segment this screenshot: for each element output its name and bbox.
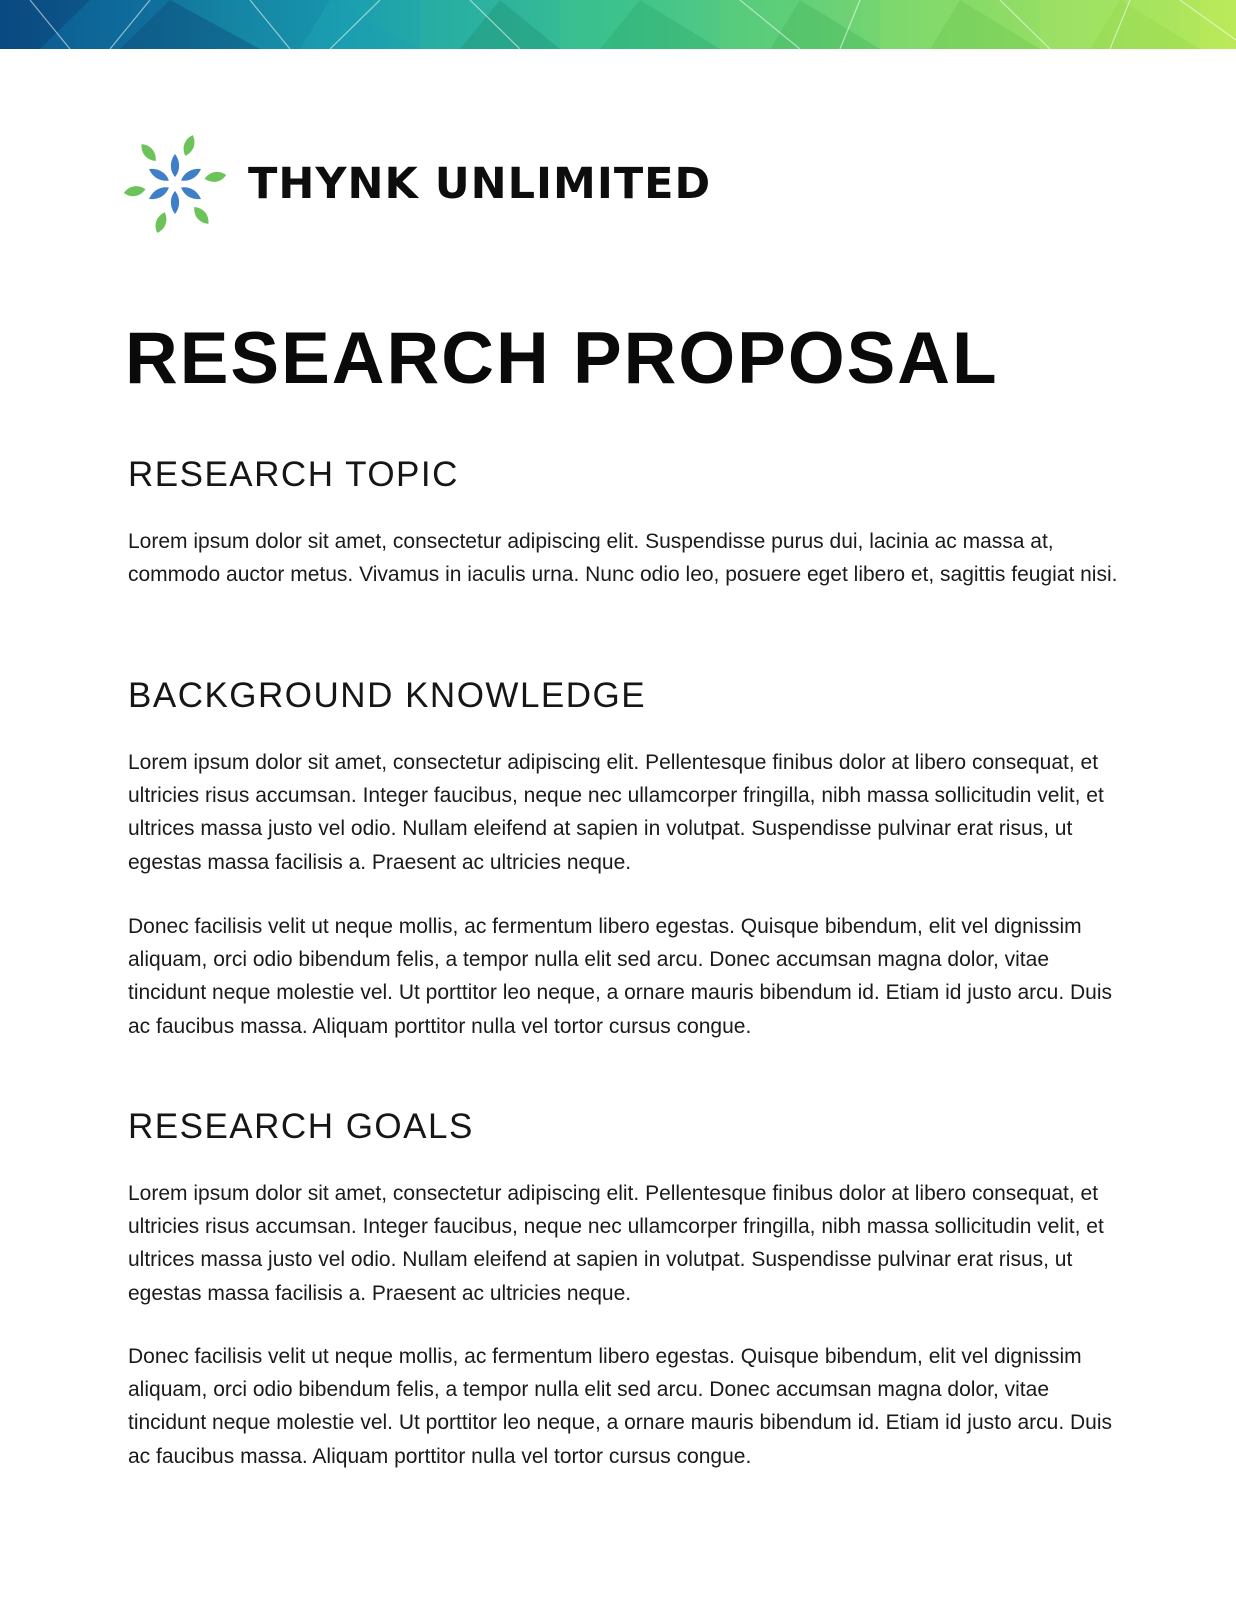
section-heading-background-knowledge: BACKGROUND KNOWLEDGE [128, 676, 647, 715]
leaf-pinwheel-icon [122, 131, 228, 237]
section-heading-research-goals: RESEARCH GOALS [128, 1107, 474, 1146]
section-paragraph: Lorem ipsum dolor sit amet, consectetur adipiscing elit. Suspendisse purus dui, lacinia ac massa at, commodo auctor metus. Vivamus in iaculis urna. Nunc odio leo, posuere eget libero et, sagittis feugiat nisi. [128, 530, 1118, 587]
section-paragraph: Lorem ipsum dolor sit amet, consectetur adipiscing elit. Pellentesque finibus dolor at libero consequat, et ultricies risus accumsan. Integer faucibus, neque nec ullamcorper fringilla, nibh massa sollicitudin velit, et ultrices massa justo vel odio. Nullam eleifend at sapien in volutpat. Suspendisse pulvinar erat risus, ut egestas massa facilisis a. Praesent ac ultricies neque. [128, 751, 1104, 874]
section-paragraph: Lorem ipsum dolor sit amet, consectetur adipiscing elit. Pellentesque finibus dolor at libero consequat, et ultricies risus accumsan. Integer faucibus, neque nec ullamcorper fringilla, nibh massa sollicitudin velit, et ultrices massa justo vel odio. Nullam eleifend at sapien in volutpat. Suspendisse pulvinar erat risus, ut egestas massa facilisis a. Praesent ac ultricies neque. [128, 1182, 1104, 1305]
document-title: RESEARCH PROPOSAL [125, 318, 999, 399]
header-banner [0, 0, 1236, 49]
geometric-banner-graphic [0, 0, 1236, 49]
section-paragraph: Donec facilisis velit ut neque mollis, ac fermentum libero egestas. Quisque bibendum, elit vel dignissim aliquam, orci odio bibendum felis, a tempor nulla elit sed arcu. Donec accumsan magna dolor, vitae tincidunt neque molestie vel. Ut porttitor leo neque, a ornare mauris bibendum id. Etiam id justo arcu. Duis ac faucibus massa. Aliquam porttitor nulla vel tortor cursus congue. [128, 1345, 1113, 1468]
brand-header [122, 130, 711, 238]
company-name: THYNK UNLIMITED [248, 159, 712, 209]
section-heading-research-topic: RESEARCH TOPIC [128, 455, 459, 494]
section-paragraph: Donec facilisis velit ut neque mollis, ac fermentum libero egestas. Quisque bibendum, elit vel dignissim aliquam, orci odio bibendum felis, a tempor nulla elit sed arcu. Donec accumsan magna dolor, vitae tincidunt neque molestie vel. Ut porttitor leo neque, a ornare mauris bibendum id. Etiam id justo arcu. Duis ac faucibus massa. Aliquam porttitor nulla vel tortor cursus congue. [128, 915, 1113, 1038]
